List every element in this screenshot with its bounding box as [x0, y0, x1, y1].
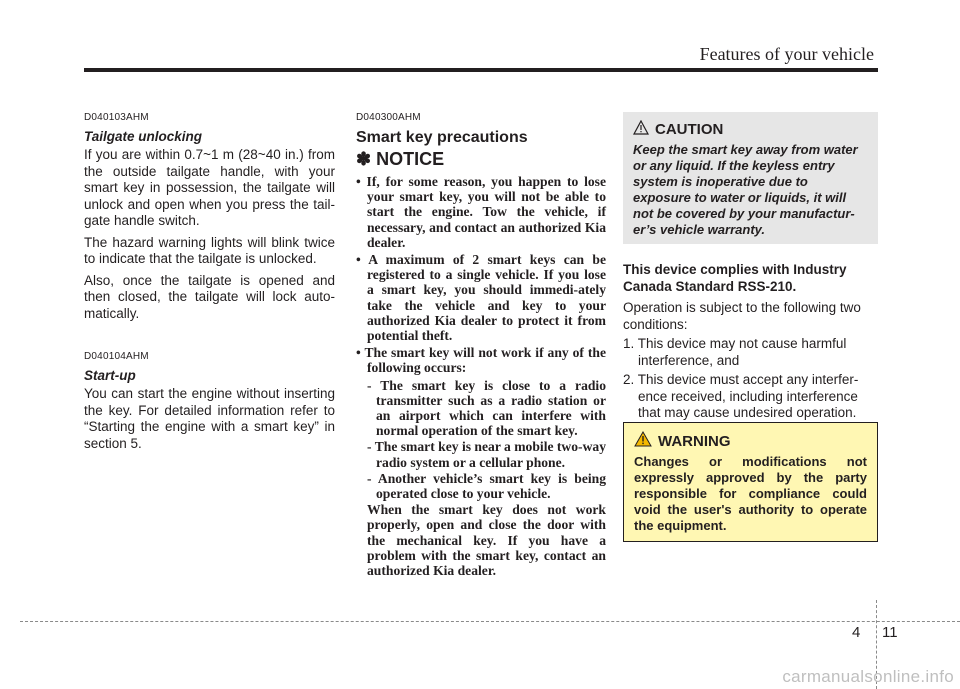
paragraph: Operation is subject to the following two conditions:: [623, 300, 861, 332]
caution-header: [633, 120, 868, 139]
condition-item: 1. This device may not cause harmful interference, and: [623, 336, 847, 368]
page-number: 11: [882, 624, 898, 641]
notice-tail: When the smart key does not work properly, open and close the door with the mechanical key. If you have a problem with the smart key, contact an authorized Kia dealer.: [367, 502, 606, 579]
notice-sub-item: - The smart key is close to a radio transmitter such as a radio station or an airport which can interfere with normal operation of the smart key.: [367, 377, 606, 439]
section-code: D040103AHM: [84, 112, 149, 123]
section-title-start-up: Start-up: [84, 368, 136, 383]
footer-rule: [20, 621, 960, 622]
notice-bullet: • A maximum of 2 smart keys can be registered to a single vehicle. If you lose a smart key, you should immedi-ately take the vehicle and key to your authorized Kia dealer to protect it from potential theft.: [356, 252, 606, 344]
column-3-text: [623, 262, 878, 425]
section-title-smart-key-precautions: Smart key precautions: [356, 129, 528, 146]
warning-text: Changes or modifications not expressly approved by the party responsible for compliance could void the user's authority to operate the equipment.: [634, 454, 867, 533]
notice-body: [356, 174, 606, 578]
caution-box: [623, 112, 878, 244]
warning-label: WARNING: [658, 432, 731, 450]
warning-box: [623, 422, 878, 542]
warning-triangle-icon: [634, 431, 652, 451]
header-rule: [84, 68, 878, 72]
section-code: D040300AHM: [356, 112, 421, 123]
notice-bullet: • The smart key will not work if any of the following occurs:: [356, 345, 606, 376]
section-title-tailgate-unlocking: Tailgate unlocking: [84, 129, 203, 144]
column-2: [356, 108, 606, 578]
paragraph: Also, once the tailgate is opened and then closed, the tailgate will lock auto-matically.: [84, 272, 335, 321]
warning-header: [634, 431, 867, 451]
caution-text: Keep the smart key away from water or any liquid. If the keyless entry system is inoperative due to exposure to water or liquids, it will not be covered by your manufactur-er’s vehicle warranty.: [633, 142, 858, 237]
paragraph: You can start the engine without inserting the key. For detailed information refer to “Starting the engine with a smart key” in section 5.: [84, 386, 335, 451]
section-code: D040104AHM: [84, 351, 149, 362]
notice-sub-item: - Another vehicle’s smart key is being operated close to your vehicle.: [367, 470, 606, 502]
notice-heading: ✽ NOTICE: [356, 149, 445, 169]
paragraph: The hazard warning lights will blink twice to indicate that the tailgate is unlocked.: [84, 234, 335, 266]
notice-bullet: • If, for some reason, you happen to lose your smart key, you will not be able to start the engine. Tow the vehicle, if necessary, and contact an authorized Kia dealer.: [356, 174, 606, 250]
watermark: carmanualsonline.info: [782, 667, 954, 686]
condition-item: 2. This device must accept any interfer-ence received, including interference that may cause undesired operation.: [623, 372, 859, 420]
column-1: [84, 108, 335, 457]
section-number: 4: [852, 624, 861, 641]
notice-sub-item: - The smart key is near a mobile two-way radio system or a cellular phone.: [367, 439, 606, 470]
caution-label: CAUTION: [655, 121, 724, 138]
compliance-statement: This device complies with Industry Canada Standard RSS-210.: [623, 262, 847, 294]
caution-triangle-icon: [633, 120, 649, 139]
page-header-title: Features of your vehicle: [699, 44, 874, 64]
paragraph: If you are within 0.7~1 m (28~40 in.) from the outside tailgate handle, with your smart key in possession, the tailgate will unlock and open when you press the tail-gate handle switch.: [84, 147, 335, 228]
